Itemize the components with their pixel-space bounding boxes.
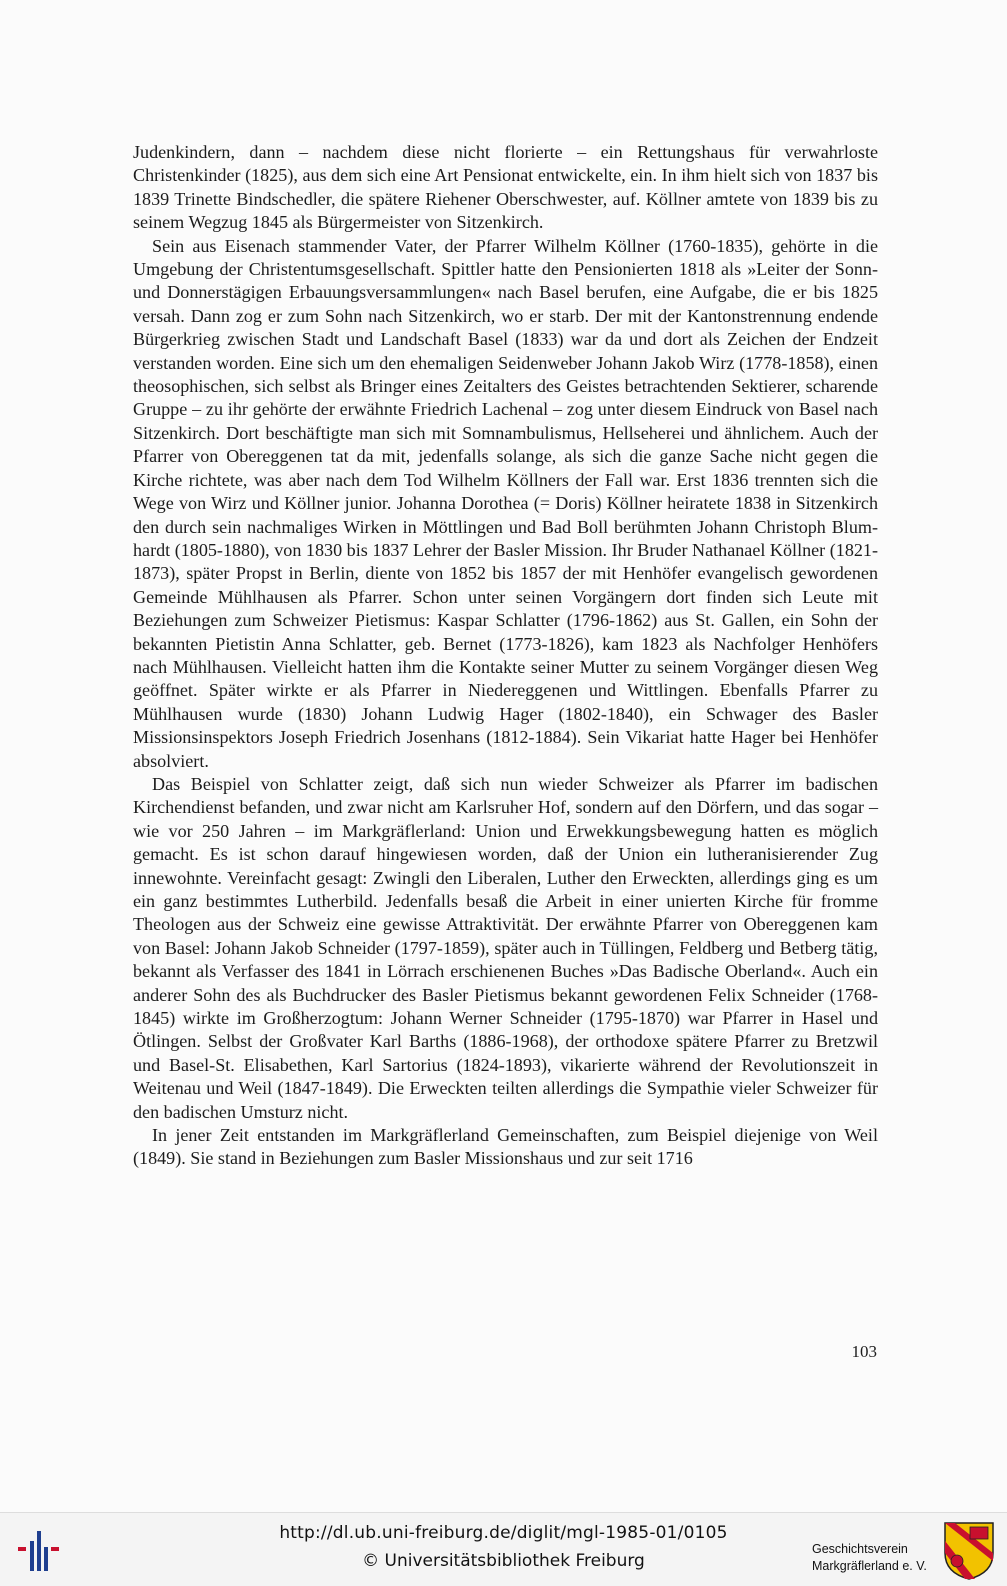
page-number: 103 [851, 1342, 877, 1361]
library-footer [0, 1512, 1007, 1586]
copyright-notice: © Universitätsbibliothek Freiburg [362, 1551, 645, 1571]
society-name[interactable] [812, 1541, 952, 1575]
paragraph: Das Beispiel von Schlatter zeigt, daß sich nun wieder Schweizer als Pfarrer im badischen Kirchendienst befanden, und zwar nicht am Karlsruher Hof, sondern auf den Dörfern, und das sogar – wie vor 250 Jahren – im Markgräflerland: Union und Erwekkungsbewegung hatten es möglich gemacht. Es ist schon darauf hingewiesen worden, daß der Union ein lutheranisierender Zug innewohnte. Vereinfacht gesagt: Zwingli den Liberalen, Luther den Erweckten, allerdings ging es um ein ganz bestimmtes Lutherbild. Jedenfalls besaß die Arbeit in einer unierten Kirche für fromme Theologen aus der Schweiz eine gewisse Attraktivität. Der erwähnte Pfarrer von Obereggenen kam von Basel: Johann Jakob Schneider (1797-1859), später auch in Tüllingen, Feldberg und Betberg tätig, bekannt als Verfasser des 1841 in Lörrach erschienenen Buches »Das Badische Oberland«. Auch ein anderer Sohn des als Buchdrucker des Basler Pietismus bekannt gewordenen Felix Schneider (1768-1845) wirkte im Großherzogtum: Johann Werner Schneider (1795-1870) war Pfarrer in Hasel und Ötlingen. Selbst der Großvater Karl Barths (1886-1968), der orthodoxe spätere Pfarrer zu Bretzwil und Basel-St. Elisabethen, Karl Sartorius (1824-1893), vikarierte während der Revolutionszeit in Weitenau und Weil (1847-1849). Die Erweckten teilten allerdings die Sympathie vieler Schweizer für den badischen Umsturz nicht. [133, 773, 878, 1122]
paragraph: Judenkindern, dann – nachdem diese nicht florierte – ein Rettungshaus für verwahrloste Christenkinder (1825), aus dem sich eine Art Pensionat entwickelte, ein. In ihm hielt sich von 1837 bis 1839 Trinette Bindschedler, die spätere Riehener Oberschwester, auf. Köllner amtete von 1839 bis zu seinem Wegzug 1845 als Bürgermeister von Sitzenkirch. [133, 142, 878, 233]
body-text [133, 141, 878, 1171]
coat-of-arms-icon[interactable] [943, 1521, 995, 1581]
paragraph: Sein aus Eisenach stammender Vater, der Pfarrer Wilhelm Köllner (1760-1835), gehörte in die Umgebung der Christentumsgesellschaft. Spittler hatte den Pensionierten 1818 als »Leiter der Sonn- und Donnerstägigen Erbauungsversammlungen« nach Basel berufen, eine Aufgabe, die er bis 1825 versah. Dann zog er zum Sohn nach Sitzenkirch, wo er starb. Der mit der Kantonstrennung endende Bürgerkrieg zwischen Stadt und Landschaft Basel (1833) war da und dort als Zeichen der Endzeit verstanden worden. Eine sich um den ehemaligen Seidenweber Johann Jakob Wirz (1778-1858), einen theosophischen, sich selbst als Bringer eines Zeitalters des Geistes betrachtenden Sektierer, scharende Gruppe – zu ihr gehörte der erwähnte Friedrich Lachenal – zog unter diesem Eindruck von Basel nach Sitzenkirch. Dort beschäftigte man sich mit Somnambulismus, Hellseherei und ähnlichem. Auch der Pfarrer von Obereggenen tat da mit, jedenfalls solange, als sich die ganze Sache nicht gegen die Kirche richtete, was aber nach dem Tod Wilhelm Köllners der Fall war. Erst 1836 trennten sich die Wege von Wirz und Köllner junior. Johanna Dorothea (= Doris) Köllner heiratete 1838 in Sitzenkirch den durch sein nachmaliges Wirken in Möttlingen und Bad Boll berühmten Johann Christoph Blumhardt (1805-1880), von 1830 bis 1837 Lehrer der Basler Mission. Ihr Bruder Nathanael Köllner (1821-1873), später Propst in Berlin, diente von 1852 bis 1857 der mit Henhöfer evangelisch gewordenen Gemeinde Mühlhausen als Pfarrer. Schon unter seinen Vorgängern dort finden sich Leute mit Beziehungen zum Schweizer Pietismus: Kaspar Schlatter (1796-1862) aus St. Gallen, ein Sohn der bekannten Pietistin Anna Schlatter, geb. Bernet (1773-1826), kam 1823 als Nachfolger Henhöfers nach Mühlhausen. Vielleicht hatten ihm die Kontakte seiner Mutter zu seinem Vorgänger diesen Weg geöffnet. Später wirkte er als Pfarrer in Niedereggenen und Wittlingen. Ebenfalls Pfarrer zu Mühlhausen wurde (1830) Johann Ludwig Hager (1802-1840), ein Schwager des Basler Missionsinspektors Joseph Friedrich Josenhans (1812-1884). Sein Vikariat hatte Hager bei Henhöfer absolviert. [133, 235, 878, 771]
paragraph: In jener Zeit entstanden im Markgräflerland Gemeinschaften, zum Beispiel diejenige von Weil (1849). Sie stand in Beziehungen zum Basler Missionshaus und zur seit 1716 [133, 1125, 878, 1169]
society-name-line: Geschichtsverein [812, 1542, 908, 1556]
society-name-line: Markgräflerland e. V. [812, 1559, 927, 1573]
permalink-link[interactable]: http://dl.ub.uni-freiburg.de/diglit/mgl-1985-01/0105 [279, 1523, 728, 1543]
